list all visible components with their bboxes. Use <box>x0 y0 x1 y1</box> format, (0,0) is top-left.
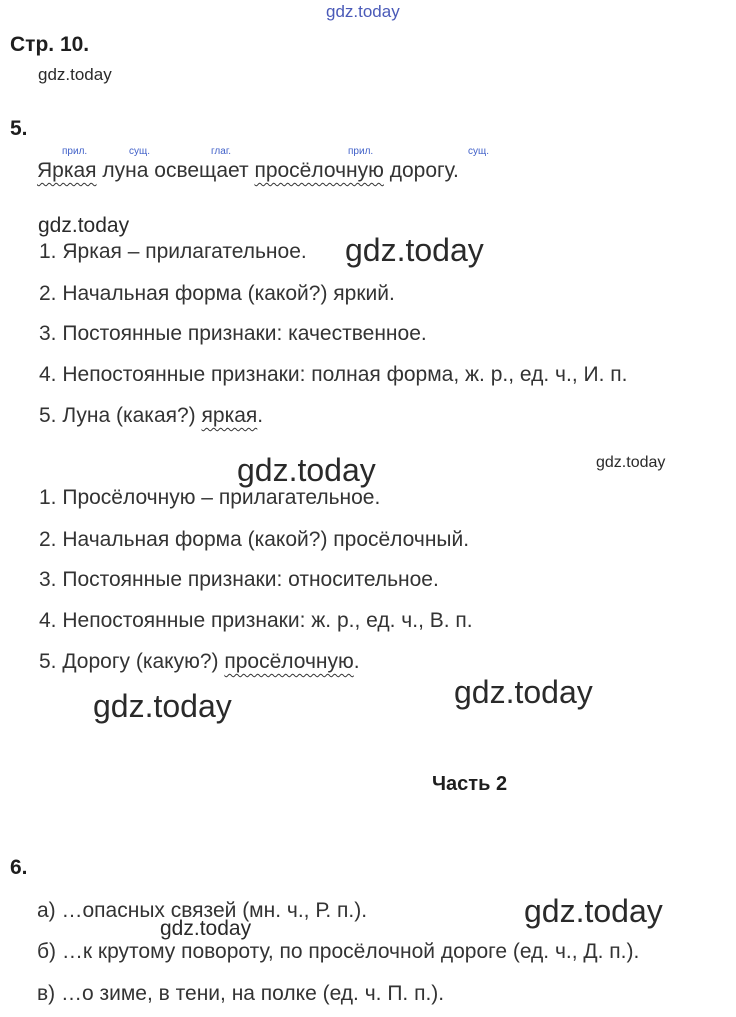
watermark-small-1: gdz.today <box>38 65 112 84</box>
block1-item-2: 2. Начальная форма (какой?) яркий. <box>39 282 395 305</box>
block2-item-5-adjective: просёлочную <box>224 650 354 673</box>
block1-item-1: 1. Яркая – прилагательное. <box>39 240 307 263</box>
sentence-word-verb: освещает <box>154 159 249 182</box>
block1-item-5-adjective: яркая <box>201 404 258 427</box>
task6-line-b: б) …к крутому повороту, по просёлочной дороге (ед. ч., Д. п.). <box>37 940 640 963</box>
watermark-medium-1: gdz.today <box>38 214 130 237</box>
block2-item-1: 1. Просёлочную – прилагательное. <box>39 486 381 509</box>
pos-label-adjective-1: прил. <box>62 146 88 157</box>
watermark-small-2: gdz.today <box>596 454 666 471</box>
watermark-large-2: gdz.today <box>237 452 376 488</box>
task6-line-c: в) …о зиме, в тени, на полке (ед. ч. П. п.). <box>37 982 445 1005</box>
page-heading: Стр. 10. <box>10 33 90 56</box>
task6-number: 6. <box>10 856 28 879</box>
pos-label-noun-1: сущ. <box>129 146 151 157</box>
watermark-large-3: gdz.today <box>454 674 593 710</box>
block2-item-5-text: 5. Дорогу (какую?) <box>39 650 225 673</box>
block1-item-5 <box>39 404 263 428</box>
watermark-medium-2: gdz.today <box>160 917 252 940</box>
block2-item-5 <box>39 650 360 674</box>
block2-item-4: 4. Непостоянные признаки: ж. р., ед. ч., В. п. <box>39 609 473 632</box>
block2-item-2: 2. Начальная форма (какой?) просёлочный. <box>39 528 470 551</box>
block2-item-5-period: . <box>353 650 360 673</box>
task6-line-a: а) …опасных связей (мн. ч., Р. п.). <box>37 899 368 922</box>
sentence-word-adjective-1: Яркая <box>37 159 97 182</box>
watermark-large-5: gdz.today <box>524 893 663 929</box>
sentence-word-noun-1: луна <box>102 159 149 182</box>
part-heading: Часть 2 <box>432 773 508 795</box>
watermark-top: gdz.today <box>326 2 400 21</box>
analyzed-sentence <box>37 159 459 183</box>
block1-item-5-text: 5. Луна (какая?) <box>39 404 202 427</box>
pos-label-adjective-2: прил. <box>348 146 374 157</box>
task5-number: 5. <box>10 117 28 140</box>
sentence-word-noun-2: дорогу. <box>389 159 459 182</box>
block1-item-3: 3. Постоянные признаки: качественное. <box>39 322 427 345</box>
block2-item-3: 3. Постоянные признаки: относительное. <box>39 568 439 591</box>
watermark-large-4: gdz.today <box>93 688 232 724</box>
pos-label-verb: глаг. <box>211 146 232 157</box>
block1-item-5-period: . <box>257 404 264 427</box>
sentence-word-adjective-2: просёлочную <box>254 159 384 182</box>
pos-label-noun-2: сущ. <box>468 146 490 157</box>
block1-item-4: 4. Непостоянные признаки: полная форма, ж. р., ед. ч., И. п. <box>39 363 628 386</box>
watermark-large-1: gdz.today <box>345 232 484 268</box>
